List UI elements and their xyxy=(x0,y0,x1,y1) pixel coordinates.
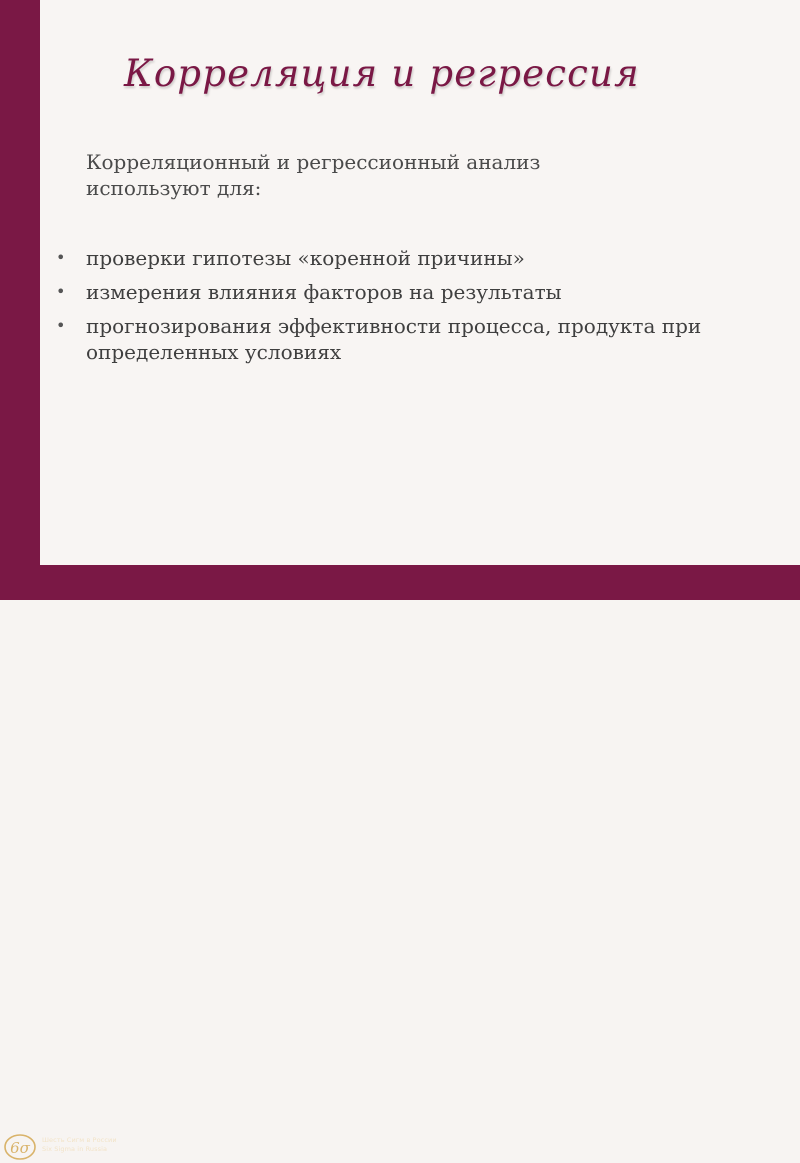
left-accent-bar xyxy=(0,0,40,600)
list-item xyxy=(50,279,780,305)
list-item xyxy=(50,313,780,365)
intro-line-2: используют для: xyxy=(86,176,262,200)
bullet-text: измерения влияния факторов на результаты xyxy=(86,280,562,304)
bullet-text: проверки гипотезы «коренной причины» xyxy=(86,246,525,270)
bullet-marker: • xyxy=(56,282,66,301)
org-name-en: Six Sigma in Russia xyxy=(42,1145,108,1153)
bullet-text: прогнозирования эффективности процесса, продукта при определенных условиях xyxy=(86,314,702,364)
list-item xyxy=(50,245,780,271)
six-sigma-logo-icon xyxy=(2,1131,38,1163)
footer-bar xyxy=(0,565,800,1157)
logo-mark: 6σ xyxy=(10,1139,30,1157)
bullet-marker: • xyxy=(56,316,66,335)
bullet-list xyxy=(50,245,780,373)
slide-title: Корреляция и регрессия xyxy=(124,52,640,95)
org-name-ru: Шесть Сигм в России xyxy=(42,1136,117,1144)
intro-line-1: Корреляционный и регрессионный анализ xyxy=(86,150,541,174)
bullet-marker: • xyxy=(56,248,66,267)
intro-text xyxy=(84,149,724,201)
org-name xyxy=(42,1136,117,1154)
